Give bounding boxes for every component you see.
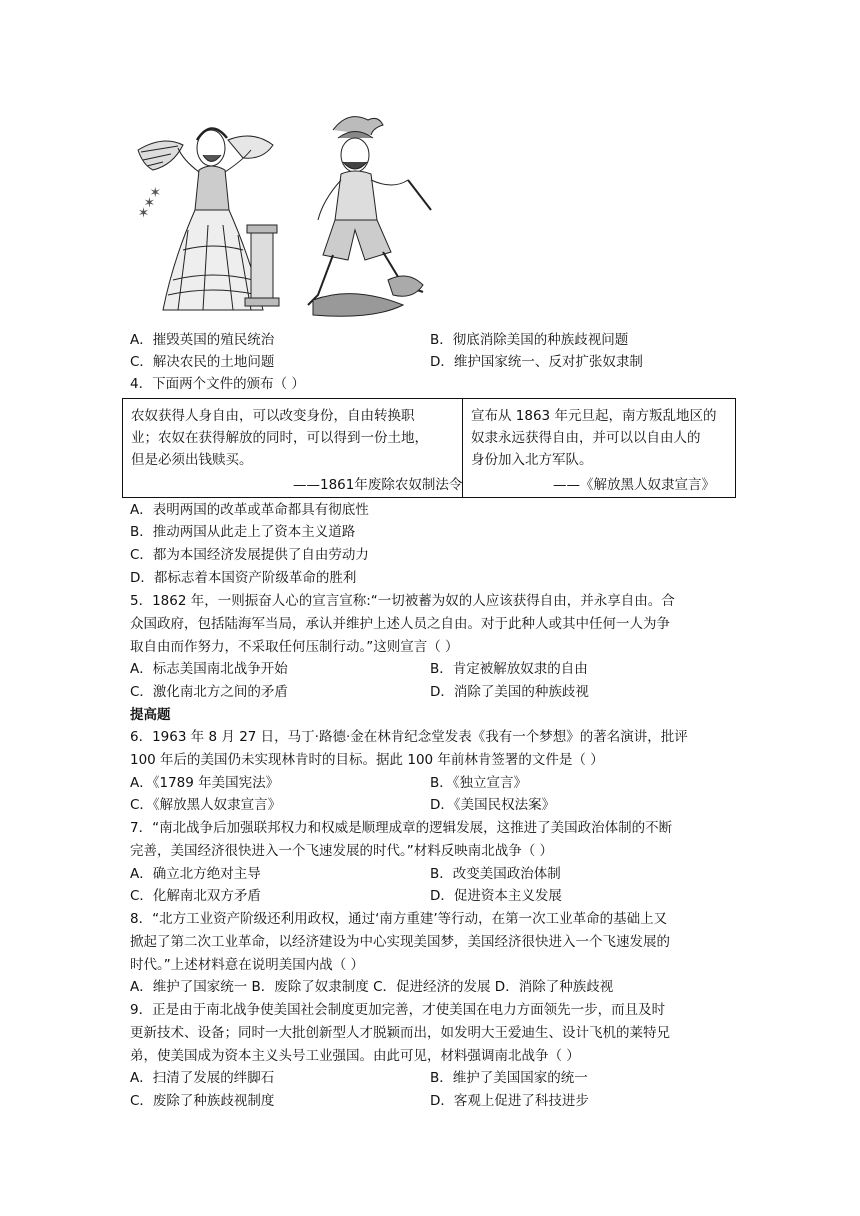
right-excerpt-line-3: 身份加入北方军队。 [471,452,593,468]
left-excerpt-line-3: 但是必须出钱赎买。 [131,452,253,468]
q4-option-c: C．都为本国经济发展提供了自由劳动力 [130,547,369,563]
q9-option-b: B．维护了美国国家的统一 [430,1070,588,1086]
q6-option-a: A．《1789 年美国宪法》 [130,775,280,791]
q7-stem-line-2: 完善，美国经济很快进入一个飞速发展的时代。”材料反映南北战争（ ） [130,843,554,859]
q4-source-table [122,398,736,498]
q5-option-a: A．标志美国南北战争开始 [130,661,288,677]
q6-stem-line-2: 100 年后的美国仍未实现林肯时的目标。据此 100 年前林肯签署的文件是（ ） [130,752,604,768]
q5-option-d: D．消除了美国的种族歧视 [430,684,589,700]
q4-option-d: D．都标志着本国资产阶级革命的胜利 [130,570,357,586]
section-title: 提高题 [130,707,171,723]
q5-stem-line-3: 取自由而作努力，不采取任何压制行动。”这则宣言（ ） [130,639,459,655]
q3-option-a: A．摧毁英国的殖民统治 [130,332,275,348]
q9-option-d: D．客观上促进了科技进步 [430,1093,589,1109]
q9-option-a: A．扫清了发展的绊脚石 [130,1070,275,1086]
left-caricature-figure [135,128,279,310]
right-excerpt-line-1: 宣布从 1863 年元旦起，南方叛乱地区的 [471,408,717,424]
q9-option-c: C．废除了种族歧视制度 [130,1093,275,1109]
q5-option-b: B．肯定被解放奴隶的自由 [430,661,588,677]
q7-option-a: A．确立北方绝对主导 [130,866,261,882]
q8-stem-line-3: 时代。”上述材料意在说明美国内战（ ） [130,957,365,973]
q9-stem-line-1: 9．正是由于南北战争使美国社会制度更加完善，才使美国在电力方面领先一步，而且及时 [130,1002,666,1018]
q9-stem-line-2: 更新技术、设备；同时一大批创新型人才脱颖而出，如发明大王爱迪生、设计飞机的莱特兄 [130,1025,670,1041]
q5-option-c: C．激化南北方之间的矛盾 [130,684,288,700]
q5-stem-line-1: 5．1862 年，一则振奋人心的宣言宣称:“一切被蓄为奴的人应该获得自由，并永享自由。合 [130,593,675,609]
left-excerpt-line-1: 农奴获得人身自由，可以改变身份，自由转换职 [131,408,415,424]
q8-stem-line-1: 8．“北方工业资产阶级还利用政权，通过‘南方重建’等行动，在第一次工业革命的基础上又 [130,911,668,927]
q7-option-c: C．化解南北双方矛盾 [130,888,261,904]
q4-option-a: A．表明两国的改革或革命都具有彻底性 [130,502,369,518]
q4-stem: 4．下面两个文件的颁布（ ） [130,376,305,392]
q4-option-b: B．推动两国从此走上了资本主义道路 [130,524,356,540]
q6-stem-line-1: 6．1963 年 8 月 27 日，马丁·路德·金在林肯纪念堂发表《我有一个梦想》的著名演讲，批评 [130,729,688,745]
q7-stem-line-1: 7．“南北战争后加强联邦权力和权威是顺理成章的逻辑发展，这推进了美国政治体制的不断 [130,820,673,836]
q7-option-b: B．改变美国政治体制 [430,866,561,882]
q6-option-c: C．《解放黑人奴隶宣言》 [130,797,282,813]
right-caricature-figure [308,117,431,317]
q4-left-excerpt [131,405,457,471]
q3-option-d: D．维护国家统一、反对扩张奴隶制 [430,354,643,370]
q3-option-c: C．解决农民的土地问题 [130,354,275,370]
q4-left-source: ——1861年废除农奴制法令 [293,477,463,493]
q4-right-source: ——《解放黑人奴隶宣言》 [553,477,715,493]
left-excerpt-line-2: 业；农奴在获得解放的同时，可以得到一份土地， [131,430,428,446]
svg-text:✶✶✶: ✶✶✶ [134,183,167,222]
cartoon-illustration [133,110,433,322]
q6-option-b: B．《独立宣言》 [430,775,528,791]
q9-stem-line-3: 弟，使美国成为资本主义头号工业强国。由此可见，材料强调南北战争（ ） [130,1048,580,1064]
right-excerpt-line-2: 奴隶永远获得自由，并可以以自由人的 [471,430,701,446]
q3-option-b: B．彻底消除美国的种族歧视问题 [430,332,629,348]
q8-options: A．维护了国家统一 B．废除了奴隶制度 C．促进经济的发展 D．消除了种族歧视 [130,979,614,995]
q7-option-d: D．促进资本主义发展 [430,888,562,904]
q5-stem-line-2: 众国政府，包括陆海军当局，承认并维护上述人员之自由。对于此种人或其中任何一人为争 [130,616,670,632]
q8-stem-line-2: 掀起了第二次工业革命，以经济建设为中心实现美国梦，美国经济很快进入一个飞速发展的 [130,934,670,950]
q4-right-excerpt [471,405,729,471]
q6-option-d: D．《美国民权法案》 [430,797,556,813]
